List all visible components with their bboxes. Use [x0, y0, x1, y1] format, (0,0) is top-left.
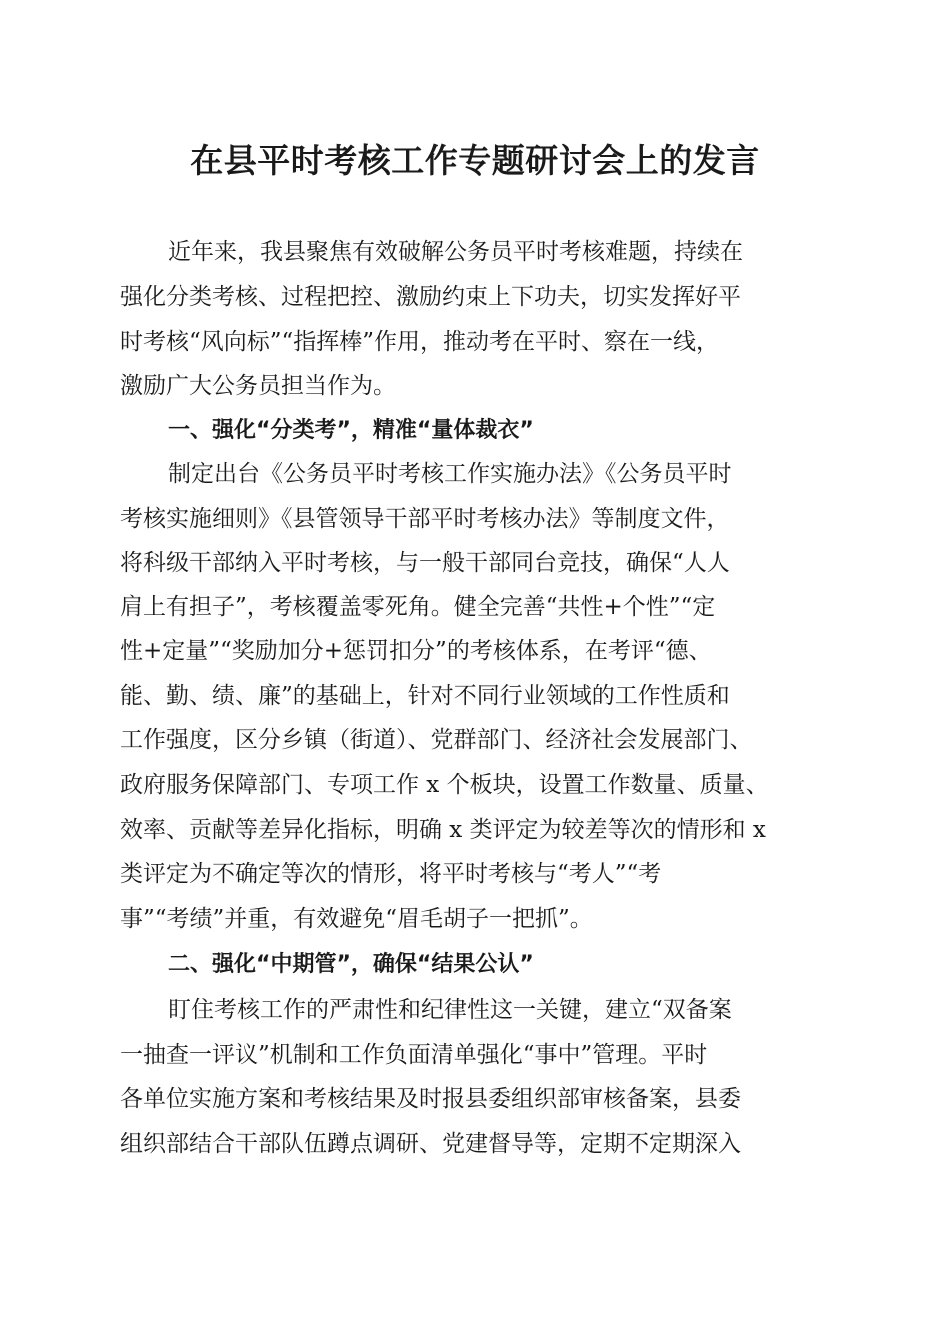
line-text: 激励广大公务员担当作为。 — [120, 373, 396, 399]
line-text: 制定出台《公务员平时考核工作实施办法》《公务员平时 — [168, 461, 732, 487]
line-text: 政府服务保障部门、专项工作 x 个板块，设置工作数量、质量、 — [120, 772, 769, 798]
body-line — [0, 541, 950, 585]
body-line — [0, 988, 950, 1032]
line-text: 工作强度，区分乡镇（街道）、党群部门、经济社会发展部门、 — [120, 727, 753, 753]
line-text: 事”“考绩”并重，有效避免“眉毛胡子一把抓”。 — [120, 906, 593, 932]
body-line — [0, 808, 950, 852]
line-text: 近年来，我县聚焦有效破解公务员平时考核难题，持续在 — [168, 239, 743, 265]
body-line — [0, 718, 950, 762]
line-text: 性+定量”“奖励加分+惩罚扣分”的考核体系，在考评“德、 — [120, 638, 712, 664]
section-heading-1 — [0, 409, 950, 453]
body-line — [0, 320, 950, 364]
body-line — [0, 897, 950, 941]
body-line — [0, 674, 950, 718]
line-text: 考核实施细则》《县管领导干部平时考核办法》等制度文件， — [120, 506, 730, 532]
line-text: 将科级干部纳入平时考核，与一般干部同台竞技，确保“人人 — [120, 550, 730, 576]
heading-text: 一、强化“分类考”，精准“量体裁衣” — [168, 418, 534, 443]
line-text: 效率、贡献等差异化指标，明确 x 类评定为较差等次的情形和 x — [120, 817, 766, 843]
line-text: 强化分类考核、过程把控、激励约束上下功夫，切实发挥好平 — [120, 284, 741, 310]
body-line — [0, 763, 950, 807]
line-text: 能、勤、绩、廉”的基础上，针对不同行业领域的工作性质和 — [120, 683, 730, 709]
body-line — [0, 230, 950, 274]
line-text: 肩上有担子”，考核覆盖零死角。健全完善“共性+个性”“定 — [120, 594, 716, 620]
body-line — [0, 1077, 950, 1121]
heading-text: 二、强化“中期管”，确保“结果公认” — [168, 952, 534, 977]
line-text: 盯住考核工作的严肃性和纪律性这一关键，建立“双备案 — [168, 997, 732, 1023]
section-heading-2 — [0, 943, 950, 987]
line-text: 组织部结合干部队伍蹲点调研、党建督导等，定期不定期深入 — [120, 1131, 741, 1157]
line-text: 时考核“风向标”“指挥棒”作用，推动考在平时、察在一线， — [120, 329, 720, 355]
line-text: 各单位实施方案和考核结果及时报县委组织部审核备案，县委 — [120, 1086, 741, 1112]
body-line — [0, 452, 950, 496]
body-line — [0, 497, 950, 541]
body-line — [0, 1122, 950, 1166]
body-line — [0, 852, 950, 896]
body-line — [0, 364, 950, 408]
body-line — [0, 1033, 950, 1077]
document-title: 在县平时考核工作专题研讨会上的发言 — [190, 141, 760, 180]
line-text: 一抽查一评议”机制和工作负面清单强化“事中”管理。平时 — [120, 1042, 708, 1068]
body-line — [0, 629, 950, 673]
body-line — [0, 275, 950, 319]
body-line — [0, 585, 950, 629]
line-text: 类评定为不确定等次的情形，将平时考核与“考人”“考 — [120, 861, 662, 887]
